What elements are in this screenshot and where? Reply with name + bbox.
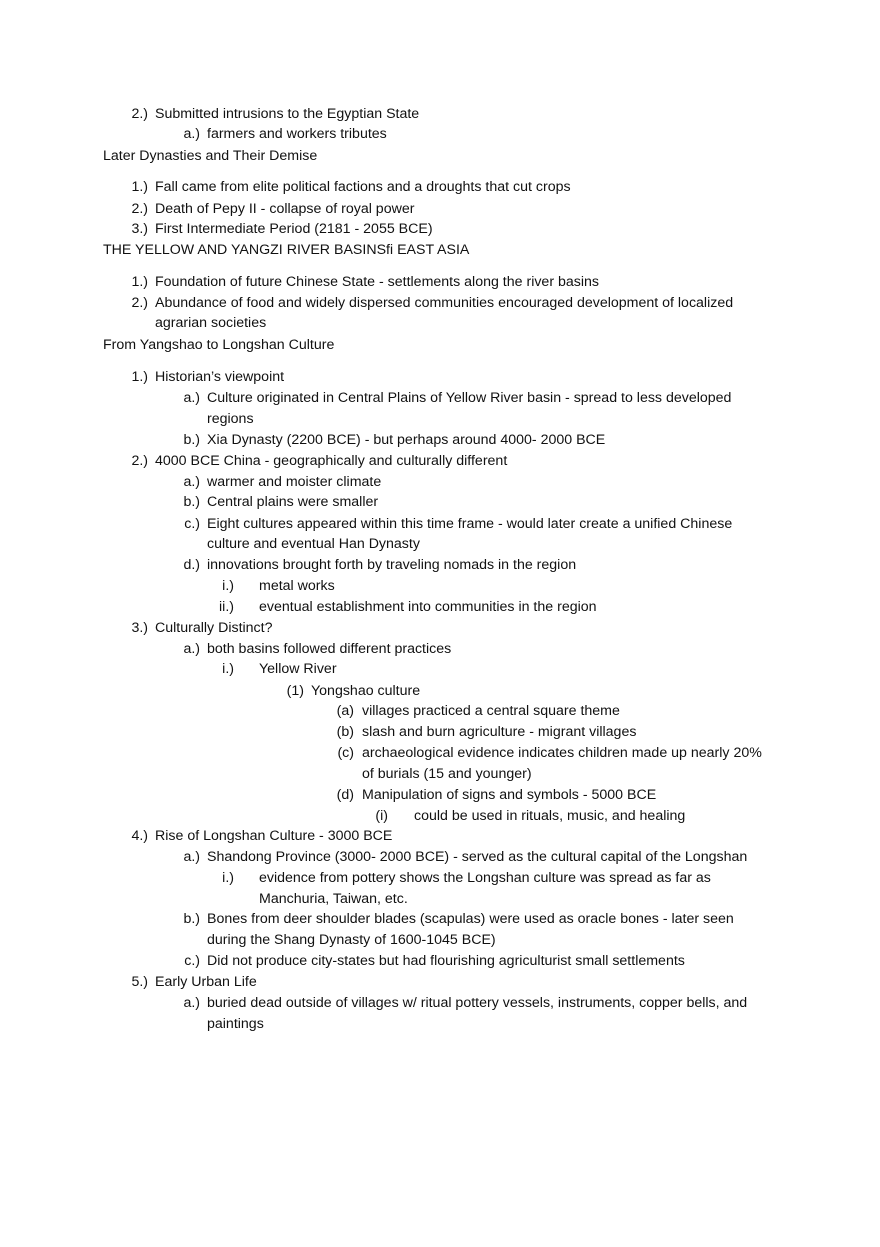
list-marker: c.) [184, 516, 200, 532]
list-marker: d.) [183, 557, 200, 573]
list-marker: a.) [183, 474, 200, 490]
list-text: warmer and moister climate [207, 474, 382, 490]
list-marker: b.) [183, 494, 200, 510]
list-marker: 1.) [131, 274, 148, 290]
list-text-continued: Manchuria, Taiwan, etc. [259, 891, 408, 907]
list-marker: 2.) [131, 453, 148, 469]
section-heading: Later Dynasties and Their Demise [103, 148, 318, 164]
list-text: buried dead outside of villages w/ ritual pottery vessels, instruments, copper bells, and [207, 995, 748, 1011]
list-text: eventual establishment into communities in the region [259, 599, 597, 615]
list-text-continued: of burials (15 and younger) [362, 766, 532, 782]
list-marker: a.) [183, 390, 200, 406]
list-text: Xia Dynasty (2200 BCE) - but perhaps around 4000- 2000 BCE [207, 432, 606, 448]
list-text-continued: regions [207, 411, 254, 427]
list-marker: (c) [337, 745, 354, 761]
list-text: Yongshao culture [311, 683, 421, 699]
list-text: slash and burn agriculture - migrant villages [362, 724, 637, 740]
list-text: Bones from deer shoulder blades (scapulas) were used as oracle bones - later seen [207, 911, 734, 927]
list-marker: ii.) [219, 599, 234, 615]
list-text: Did not produce city-states but had flourishing agriculturist small settlements [207, 953, 685, 969]
section-heading: THE YELLOW AND YANGZI RIVER BASINSﬁ EAST ASIA [103, 242, 470, 258]
list-marker: 4.) [131, 828, 148, 844]
list-text: Historian’s viewpoint [155, 369, 285, 385]
list-text: Rise of Longshan Culture - 3000 BCE [155, 828, 393, 844]
list-marker: 1.) [131, 179, 148, 195]
list-marker: (1) [286, 683, 304, 699]
list-text: Manipulation of signs and symbols - 5000 BCE [362, 787, 657, 803]
list-text: Shandong Province (3000- 2000 BCE) - served as the cultural capital of the Longshan [207, 849, 748, 865]
section-heading: From Yangshao to Longshan Culture [103, 337, 335, 353]
list-marker: 2.) [131, 201, 148, 217]
list-text: villages practiced a central square theme [362, 703, 620, 719]
list-marker: 5.) [131, 974, 148, 990]
list-text: Culturally Distinct? [155, 620, 273, 636]
list-text: archaeological evidence indicates children made up nearly 20% [362, 745, 762, 761]
list-marker: 3.) [131, 620, 148, 636]
list-text: Death of Pepy II - collapse of royal power [155, 201, 415, 217]
list-marker: i.) [222, 661, 234, 677]
list-marker: i.) [222, 870, 234, 886]
list-marker: (i) [375, 808, 388, 824]
list-text-continued: agrarian societies [155, 315, 267, 331]
list-marker: a.) [183, 641, 200, 657]
list-marker: a.) [183, 126, 200, 142]
list-text: Eight cultures appeared within this time frame - would later create a unified Chinese [207, 516, 733, 532]
list-text: Central plains were smaller [207, 494, 379, 510]
list-marker: b.) [183, 911, 200, 927]
list-marker: a.) [183, 849, 200, 865]
list-text: both basins followed different practices [207, 641, 452, 657]
list-text: First Intermediate Period (2181 - 2055 BCE) [155, 221, 433, 237]
list-text: Foundation of future Chinese State - settlements along the river basins [155, 274, 600, 290]
list-text-continued: culture and eventual Han Dynasty [207, 536, 420, 552]
list-marker: (b) [336, 724, 354, 740]
list-text-continued: paintings [207, 1016, 264, 1032]
list-marker: (d) [336, 787, 354, 803]
list-text: 4000 BCE China - geographically and culturally different [155, 453, 508, 469]
list-marker: b.) [183, 432, 200, 448]
list-marker: 3.) [131, 221, 148, 237]
list-marker: 2.) [131, 295, 148, 311]
list-text: Early Urban Life [155, 974, 257, 990]
list-text: innovations brought forth by traveling nomads in the region [207, 557, 577, 573]
list-marker: (a) [336, 703, 354, 719]
list-marker: 1.) [131, 369, 148, 385]
list-text: Yellow River [259, 661, 337, 677]
list-text: farmers and workers tributes [207, 126, 387, 142]
list-text: Abundance of food and widely dispersed communities encouraged development of localized [155, 295, 734, 311]
list-marker: a.) [183, 995, 200, 1011]
list-text: metal works [259, 578, 335, 594]
list-text: Submitted intrusions to the Egyptian State [155, 106, 420, 122]
list-text: evidence from pottery shows the Longshan culture was spread as far as [259, 870, 711, 886]
list-text: Fall came from elite political factions and a droughts that cut crops [155, 179, 571, 195]
list-marker: c.) [184, 953, 200, 969]
list-text: could be used in rituals, music, and healing [414, 808, 686, 824]
list-text: Culture originated in Central Plains of Yellow River basin - spread to less developed [207, 390, 732, 406]
list-marker: i.) [222, 578, 234, 594]
list-marker: 2.) [131, 106, 148, 122]
list-text-continued: during the Shang Dynasty of 1600-1045 BCE) [207, 932, 496, 948]
